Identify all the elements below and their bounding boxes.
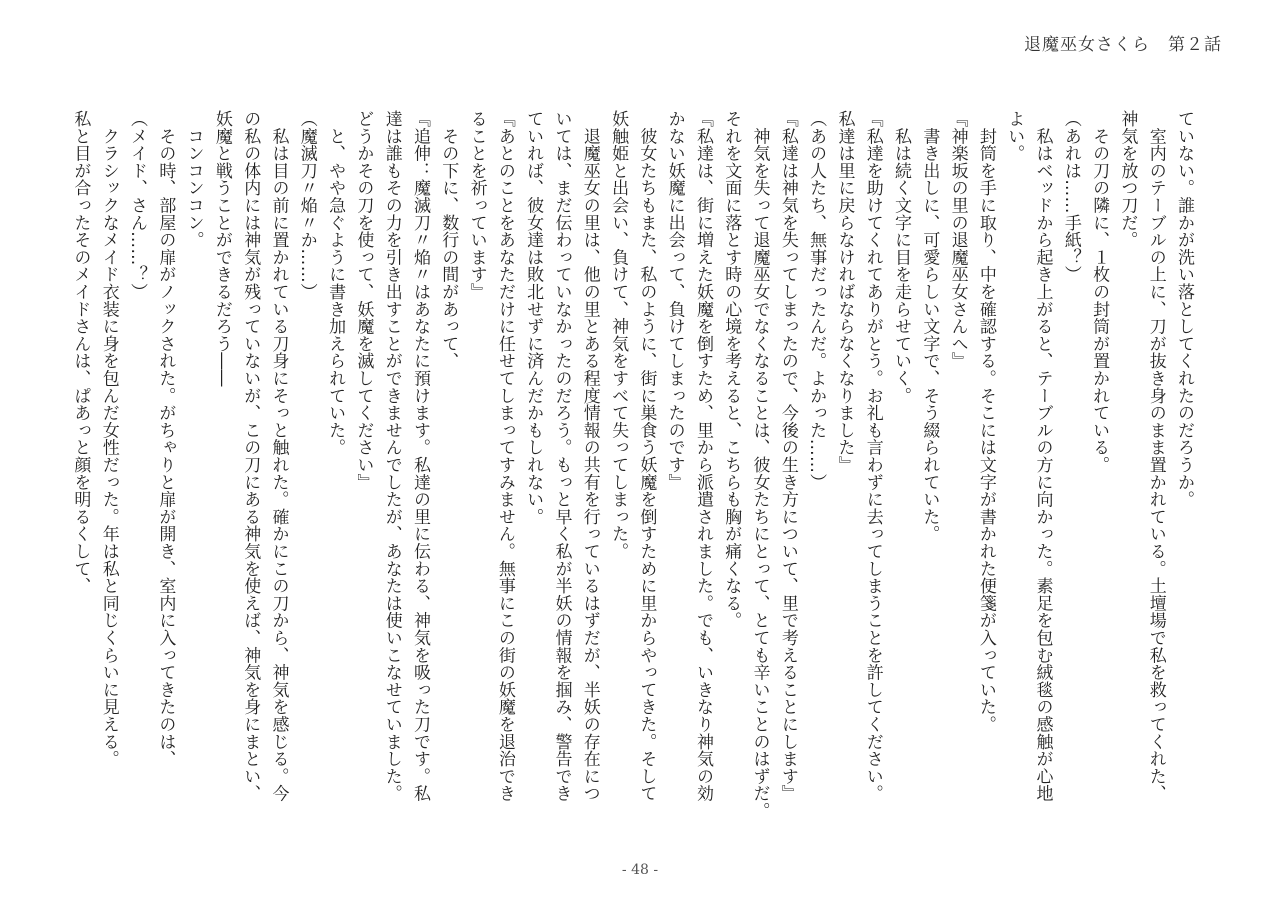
text-line: 封筒を手に取り、中を確認する。そこには文字が書かれた便箋が入っていた。 — [975, 110, 996, 733]
text-line: ていれば、彼女達は敗北せずに済んだかもしれない。 — [523, 110, 544, 526]
text-line: 『私達は、街に増えた妖魔を倒すため、里から派遣されました。でも、いきなり神気の効 — [692, 110, 713, 802]
text-line: 神気を失って退魔巫女でなくなることは、彼女たちにとって、とても辛いことのはずだ。 — [749, 110, 770, 820]
text-line: 彼女たちもまた、私のように、街に巣食う妖魔を倒すために里からやってきた。そして — [636, 110, 657, 802]
text-line: 退魔巫女の里は、他の里とある程度情報の共有を行っているはずだが、半妖の存在につ — [579, 110, 600, 802]
text-line: （あれは……手紙？） — [1060, 110, 1081, 283]
text-line: それを文面に落とす時の心境を考えると、こちらも胸が痛くなる。 — [721, 110, 742, 629]
text-line: その時、部屋の扉がノックされた。がちゃりと扉が開き、室内に入ってきたのは、 — [155, 110, 176, 768]
text-line: 『私達は神気を失ってしまったので、今後の生き方について、里で考えることにします』 — [777, 110, 798, 802]
text-line: 私はベッドから起き上がると、テーブルの方に向かった。素足を包む絨毯の感触が心地 — [1032, 110, 1053, 802]
text-line: 私と目が合ったそのメイドさんは、ぱあっと顔を明るくして、 — [70, 110, 91, 595]
text-line: と、やや急ぐように書き加えられていた。 — [325, 110, 346, 456]
text-line: クラシックなメイド衣装に身を包んだ女性だった。年は私と同じくらいに見える。 — [98, 110, 119, 768]
running-header: 退魔巫女さくら 第２話 — [1024, 35, 1222, 55]
text-line: いては、まだ伝わっていなかったのだろう。もっと早く私が半妖の情報を掴み、警告でき — [551, 110, 572, 802]
text-line: 妖魔と戦うことができるだろう―― — [211, 110, 232, 387]
text-line: （メイド、さん……？） — [127, 110, 148, 301]
text-line: どうかその刀を使って、妖魔を滅してください』 — [353, 110, 374, 491]
text-line: ていない。誰かが洗い落としてくれたのだろうか。 — [1174, 110, 1194, 508]
body-text — [66, 110, 1198, 820]
page-number: - 48 - — [621, 862, 659, 878]
text-line: 私達は里に戻らなければならなくなりました』 — [834, 110, 855, 474]
text-line: 『私達を助けてくれてありがとう。お礼も言わずに去ってしまうことを許してください。 — [862, 110, 883, 802]
text-line: よい。 — [1004, 110, 1025, 162]
text-line: 私は続く文字に目を走らせていく。 — [891, 110, 912, 405]
text-line: 達は誰もその力を引き出すことができませんでしたが、あなたは使いこなせていました。 — [381, 110, 402, 802]
text-line: ることを祈っています』 — [466, 110, 487, 301]
text-line: （魔滅刀〃焔〃か……） — [296, 110, 317, 301]
text-line: 『追伸：魔滅刀〃焔〃はあなたに預けます。私達の里に伝わる、神気を吸った刀です。私 — [409, 110, 430, 802]
text-line: 『あとのことをあなただけに任せてしまってすみません。無事にこの街の妖魔を退治でき — [494, 110, 515, 802]
text-line: 神気を放つ刀だ。 — [1117, 110, 1138, 249]
text-line: かない妖魔に出会って、負けてしまったのです』 — [664, 110, 685, 491]
text-line: 室内のテーブルの上に、刀が抜き身のまま置かれている。土壇場で私を救ってくれた、 — [1145, 110, 1166, 802]
text-line: その下に、数行の間があって、 — [438, 110, 459, 370]
text-line: （あの人たち、無事だったんだ。よかった……） — [806, 110, 827, 491]
text-line: その刀の隣に、１枚の封筒が置かれている。 — [1089, 110, 1110, 474]
text-line: 私は目の前に置かれている刀身にそっと触れた。確かにこの刀から、神気を感じる。今 — [268, 110, 289, 802]
text-line: 妖触姫と出会い、負けて、神気をすべて失ってしまった。 — [608, 110, 629, 560]
text-line: の私の体内には神気が残っていないが、この刀にある神気を使えば、神気を身にまとい、 — [240, 110, 261, 802]
text-line: 書き出しに、可愛らしい文字で、そう綴られていた。 — [919, 110, 940, 543]
text-line: コンコンコン。 — [183, 110, 204, 249]
text-line: 『神楽坂の里の退魔巫女さんへ』 — [947, 110, 968, 370]
